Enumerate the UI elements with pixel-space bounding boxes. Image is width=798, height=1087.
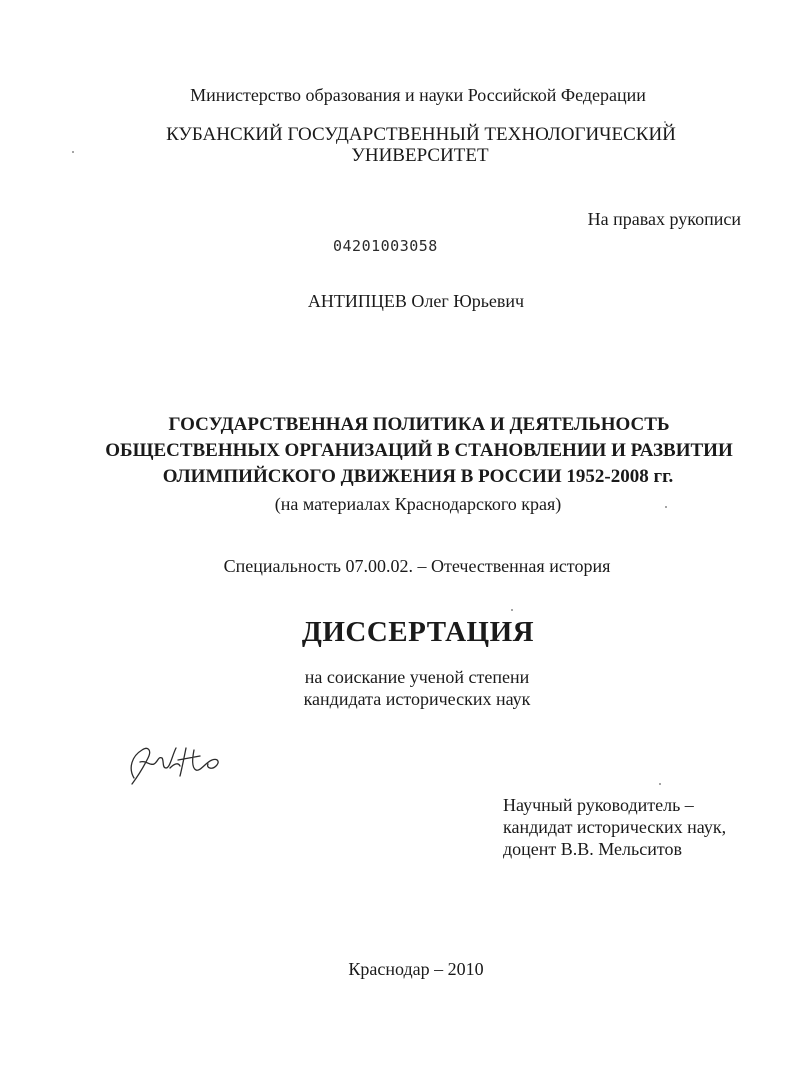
supervisor-block bbox=[503, 794, 726, 860]
scan-speck bbox=[511, 609, 513, 611]
specialty: Специальность 07.00.02. – Отечественная история bbox=[223, 556, 611, 576]
supervisor-line1: Научный руководитель – bbox=[503, 795, 694, 815]
handwritten-signature bbox=[120, 738, 230, 788]
rights-note: На правах рукописи bbox=[587, 209, 741, 229]
title-line3: ОЛИМПИЙСКОГО ДВИЖЕНИЯ В РОССИИ 1952-2008 гг. bbox=[162, 466, 674, 487]
university-name-line2: УНИВЕРСИТЕТ bbox=[351, 145, 489, 166]
ministry-name: Министерство образования и науки Российской Федерации bbox=[190, 85, 646, 105]
author-name: АНТИПЦЕВ Олег Юрьевич bbox=[307, 291, 525, 311]
university-name-line1: КУБАНСКИЙ ГОСУДАРСТВЕННЫЙ ТЕХНОЛОГИЧЕСКИЙ bbox=[166, 124, 676, 145]
supervisor-line3: доцент В.В. Мельситов bbox=[503, 839, 682, 859]
place-and-year: Краснодар – 2010 bbox=[348, 959, 484, 979]
registry-code: 04201003058 bbox=[333, 237, 438, 255]
supervisor-line2: кандидат исторических наук, bbox=[503, 817, 727, 837]
scan-speck bbox=[72, 151, 74, 153]
document-type: ДИССЕРТАЦИЯ bbox=[301, 616, 535, 648]
title-subtitle: (на материалах Краснодарского края) bbox=[274, 494, 562, 514]
title-line1: ГОСУДАРСТВЕННАЯ ПОЛИТИКА И ДЕЯТЕЛЬНОСТЬ bbox=[168, 414, 670, 435]
degree-line2: кандидата исторических наук bbox=[303, 689, 531, 709]
scan-speck bbox=[659, 783, 661, 785]
scan-speck bbox=[664, 121, 666, 123]
title-line2: ОБЩЕСТВЕННЫХ ОРГАНИЗАЦИЙ В СТАНОВЛЕНИИ И РАЗВИТИИ bbox=[105, 440, 733, 461]
degree-line1: на соискание ученой степени bbox=[304, 667, 530, 687]
scan-speck bbox=[665, 506, 667, 508]
